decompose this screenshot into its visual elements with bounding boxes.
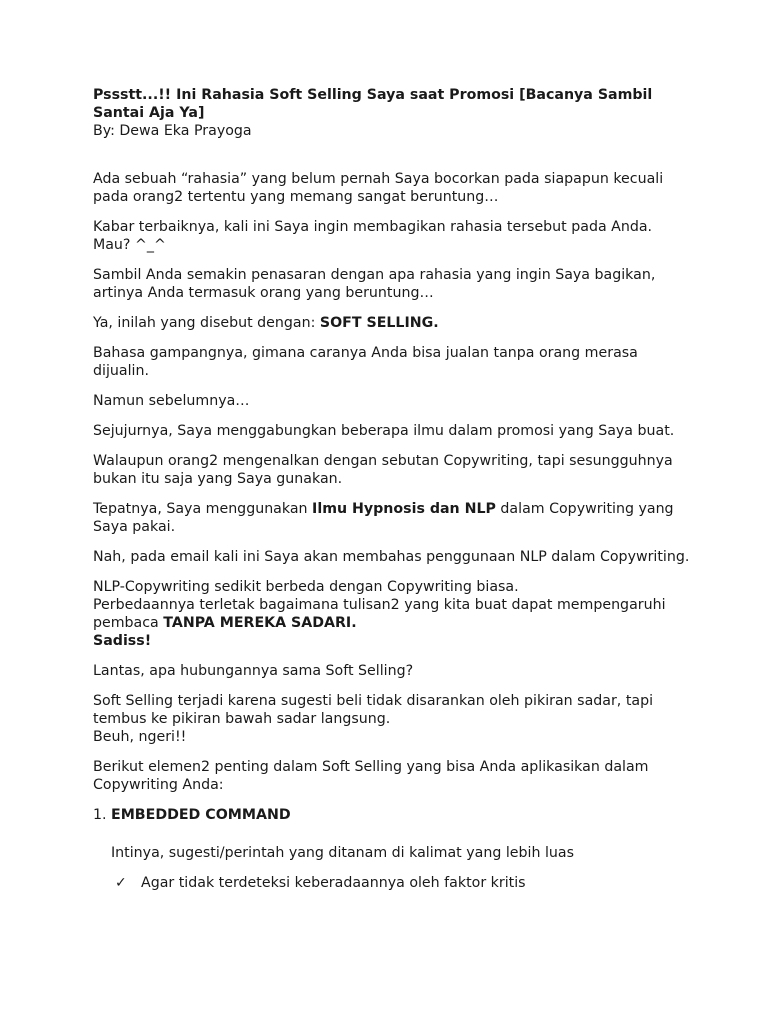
paragraph-9-text-post: dalam Copywriting yang Saya pakai. — [93, 501, 674, 535]
paragraph-13-line-2: Beuh, ngeri!! — [93, 729, 187, 745]
paragraph-8: Walaupun orang2 mengenalkan dengan sebutan Copywriting, tapi sesungguhnya bukan itu saja yang Saya gunakan. — [93, 453, 673, 487]
paragraph-10: Nah, pada email kali ini Saya akan membahas penggunaan NLP dalam Copywriting. — [93, 549, 690, 565]
list-heading: EMBEDDED COMMAND — [111, 807, 291, 823]
paragraph-14: Berikut elemen2 penting dalam Soft Selling yang bisa Anda aplikasikan dalam Copywriting Anda: — [93, 759, 649, 793]
paragraph-11-line-3: Sadiss! — [93, 633, 152, 649]
numbered-list-item — [93, 806, 693, 824]
checkmark-icon: ✓ — [115, 875, 127, 891]
paragraph-2: Kabar terbaiknya, kali ini Saya ingin membagikan rahasia tersebut pada Anda. Mau? ^_^ — [93, 219, 653, 253]
checklist-item-text: Agar tidak terdeteksi keberadaannya oleh faktor kritis — [141, 875, 526, 891]
indented-paragraph: Intinya, sugesti/perintah yang ditanam di kalimat yang lebih luas — [111, 845, 574, 861]
paragraph-3: Sambil Anda semakin penasaran dengan apa rahasia yang ingin Saya bagikan, artinya Anda termasuk orang yang beruntung… — [93, 267, 656, 301]
paragraph-5: Bahasa gampangnya, gimana caranya Anda bisa jualan tanpa orang merasa dijualin. — [93, 345, 638, 379]
paragraph-9-bold: Ilmu Hypnosis dan NLP — [312, 501, 496, 517]
paragraph-4-bold: SOFT SELLING. — [319, 315, 439, 331]
paragraph-1: Ada sebuah “rahasia” yang belum pernah Saya bocorkan pada siapapun kecuali pada orang2 tertentu yang memang sangat beruntung… — [93, 171, 664, 205]
paragraph-6: Namun sebelumnya… — [93, 393, 250, 409]
paragraph-11-line-1: NLP-Copywriting sedikit berbeda dengan Copywriting biasa. — [93, 579, 519, 595]
checklist-item — [115, 874, 693, 892]
paragraph-13 — [93, 692, 693, 746]
document-title: Pssstt...!! Ini Rahasia Soft Selling Saya saat Promosi [Bacanya Sambil Santai Aja Ya] — [93, 87, 653, 121]
document-byline: By: Dewa Eka Prayoga — [93, 123, 252, 139]
paragraph-7: Sejujurnya, Saya menggabungkan beberapa ilmu dalam promosi yang Saya buat. — [93, 423, 675, 439]
paragraph-4 — [93, 314, 693, 332]
paragraph-9-text-pre: Tepatnya, Saya menggunakan — [93, 501, 313, 517]
paragraph-11-bold: TANPA MEREKA SADARI. — [163, 615, 357, 631]
paragraph-11-line-2: Perbedaannya terletak bagaimana tulisan2 yang kita buat dapat mempengaruhi pembaca — [93, 597, 666, 631]
paragraph-12: Lantas, apa hubungannya sama Soft Selling? — [93, 663, 414, 679]
list-number: 1. — [93, 807, 107, 823]
paragraph-11 — [93, 578, 693, 650]
paragraph-13-line-1: Soft Selling terjadi karena sugesti beli tidak disarankan oleh pikiran sadar, tapi tembus ke pikiran bawah sadar langsung. — [93, 693, 654, 727]
paragraph-9 — [93, 500, 693, 536]
document-page — [93, 86, 693, 892]
paragraph-4-text: Ya, inilah yang disebut dengan: — [93, 315, 320, 331]
